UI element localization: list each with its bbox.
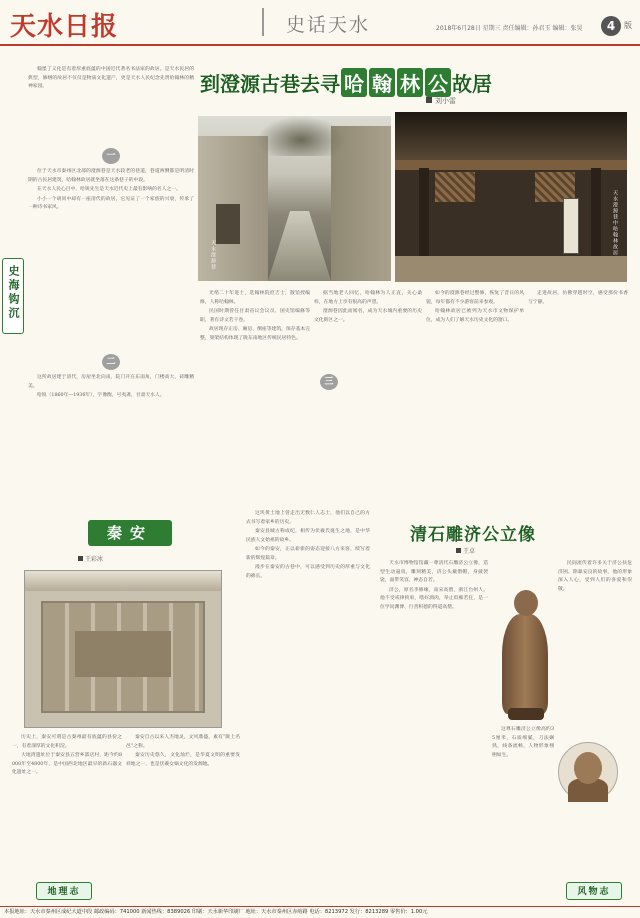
headline-suffix: 故居 [452, 72, 492, 96]
section-mark-1: 一 [102, 148, 120, 164]
feature-col-1 [28, 168, 194, 356]
section-tag-shihai [2, 258, 24, 334]
masthead [0, 0, 640, 46]
feature-col-1b [28, 374, 194, 496]
headline-prefix: 到澄源古巷去寻 [200, 72, 340, 96]
feature-headline-box [200, 64, 628, 104]
masthead-divider [262, 8, 264, 36]
paragraph: 这尊石雕济公立像高约35厘米，石质细腻，刀法娴熟，线条流畅，人物形象栩栩如生。 [492, 727, 554, 758]
photo-caption-alley: 天水澄源巷 [210, 240, 216, 270]
qing-col-2 [492, 726, 554, 900]
headline-char-2: 翰 [369, 68, 395, 97]
qinan-col-2 [126, 734, 240, 878]
paragraph: 大地湾遗址位于秦安县五营乡邵店村，距今约8000年至4800年，是中国西北地区最早的新石器文化遗址之一。 [12, 753, 122, 775]
photo-jigong-statue [494, 582, 554, 722]
byline-square-icon [426, 97, 432, 103]
page-suffix: 版 [624, 21, 632, 30]
paragraph: 民间流传着许多关于济公扶危济困、除暴安良的故事，他的形象深入人心，受到人们的喜爱和崇敬。 [558, 561, 632, 592]
headline-char-4: 公 [425, 68, 451, 97]
qinan-byline [78, 554, 103, 563]
paragraph: 小小一个胡同中却有一座清代的故居，它见证了一个家族的兴衰，传承了一种诗书家风。 [28, 196, 194, 210]
byline-square-icon [78, 556, 83, 561]
feature-col-3 [314, 290, 422, 496]
tag-label: 史海钩沉 [7, 265, 20, 321]
byline-author: 刘小雷 [435, 97, 456, 105]
feature-col-5 [528, 290, 628, 496]
issue-info: 2018年6月28日 星期三 责任编辑：孙君玉 编辑：张昊 [436, 25, 583, 32]
footer-info: 本报地址：天水市秦州区成纪大道中段 邮政编码：741000 新闻热线：8389026 印刷：天水新华印刷厂 地址：天水市秦州区赤峪路 电话：8213972 发行：8213289 零售价：1.00元 [0, 906, 640, 918]
byline-square-icon [456, 548, 461, 553]
headline-char-1: 哈 [341, 68, 367, 97]
qing-byline [456, 546, 475, 555]
paragraph: 漫步在秦安的古巷中，可以感受到历史的厚重与文化的绵长。 [246, 565, 370, 579]
feature-byline [426, 96, 456, 106]
byline-author: 王卓 [463, 548, 476, 555]
paragraph: 秦安历史悠久，文化灿烂，是华夏文明的重要发祥地之一，也是伏羲女娲文化的发源地。 [126, 753, 240, 767]
paragraph: 故居现存正房、厢房、倒座等建筑，保存基本完整，梁架结构体现了陇东南地区传统民居特色。 [200, 327, 310, 341]
qinan-headline: 秦安 [88, 520, 172, 546]
section-tag-fengwuzhi: 风物志 [566, 882, 622, 900]
feature-col-4 [426, 290, 524, 496]
paragraph: 如今的秦安，正以崭新的姿态迎接八方来客，续写着新的辉煌篇章。 [246, 547, 370, 561]
paragraph: 据当地老人回忆，哈翰林为人正直，关心桑梓，在地方上享有很高的声望。 [314, 291, 422, 305]
section-mark-3: 三 [320, 374, 338, 390]
paragraph: 历史上，秦安可谓是古秦州最有底蕴的县份之一，有着深厚的文化积淀。 [12, 735, 122, 749]
qing-col-1 [380, 560, 488, 900]
page-number: 4 [601, 16, 621, 36]
paragraph: 翰墨丁义化是有着厚重底蕴的中国近代著名书法家的故居。是天水民居的典型，修缮的故居不仅仅是物质文化遗产，更是天水人民纪念先贤哈翰林的精神家园。 [28, 67, 194, 89]
section-mark-2: 二 [102, 354, 120, 370]
paragraph: 如今的澄源巷经过整修，恢复了昔日的风貌，每年都有不少游客前来参观。 [426, 291, 524, 305]
paragraph: 济公，原名李修缘，南宋高僧，浙江台州人。他不受戒律拘束，嗜好酒肉，举止似痴若狂，是一位学问渊博、行善积德的得道高僧。 [380, 587, 488, 610]
headline-char-3: 林 [397, 68, 423, 97]
section-tag-dilizhi: 地理志 [36, 882, 92, 900]
paragraph: 民国时期曾任甘肃省议会议员、国史馆编修等职，著有诗文若干卷。 [200, 309, 310, 323]
paragraph: 这块黄土地上曾走出无数仁人志士，他们以自己的方式书写着家乡的历史。 [246, 511, 370, 525]
photo-alley [198, 116, 391, 281]
paragraph: 秦安自古以来人杰地灵，文风鼎盛，素有“陇上名邑”之称。 [126, 735, 240, 749]
paragraph: 光绪二十年进士，选翰林院庶吉士，散馆授编修，人称哈翰林。 [200, 291, 310, 305]
qing-col-3 [558, 560, 632, 740]
paragraph: 哈翰林故居已被列为天水市文物保护单位，成为人们了解天水历史文化的窗口。 [426, 309, 524, 323]
feature-headline [200, 68, 492, 97]
byline-author: 王彩冰 [85, 556, 104, 563]
paragraph: 走进故居，仿佛穿越时空，感受那份书香与宁静。 [528, 291, 628, 305]
paragraph: 秦安县城古称成纪，相传为伏羲氏诞生之地，是中华民族人文始祖的故乡。 [246, 529, 370, 543]
newspaper-logo: 天水日报 [10, 12, 119, 42]
paragraph: 哈锐（1860年—1936年），字豫衡，号夷斋，甘肃天水人。 [37, 393, 165, 398]
photo-jigong-bust [558, 742, 618, 820]
qing-statue-headline: 清石雕济公立像 [410, 525, 536, 545]
photo-dadiwan-ruins [24, 570, 222, 728]
paragraph: 位于天水市秦州区北部的澄源巷是天水较老的巷道，巷道两侧都是明清时期的古民居建筑，哈翰林故居就坐落在这条巷子的中段。 [28, 169, 194, 183]
qinan-col-1 [12, 734, 122, 878]
photo-hall [395, 112, 627, 282]
paragraph: 澄源巷因此而闻名，成为天水城内重要的历史文化街区之一。 [314, 309, 422, 323]
paragraph: 在天水人民心目中，哈锐先生是天水近代史上最有影响的名人之一。 [37, 187, 181, 192]
section-title: 史话天水 [286, 14, 371, 36]
photo-caption-hall: 天水澄源巷中哈翰林故居 [612, 190, 618, 256]
paragraph: 这所故居建于清代，房屋坐北向南，院门开在东南角，门楼高大，砖雕精美。 [28, 375, 194, 389]
middle-column-text [246, 510, 370, 900]
feature-intro-text [28, 66, 194, 146]
feature-col-2 [200, 290, 310, 496]
paragraph: 天水市博物馆馆藏一尊清代石雕济公立像，造型生动逼真，雕刻精美，济公头戴僧帽，身披袈裟，面带笑容，神态自若。 [380, 561, 488, 583]
